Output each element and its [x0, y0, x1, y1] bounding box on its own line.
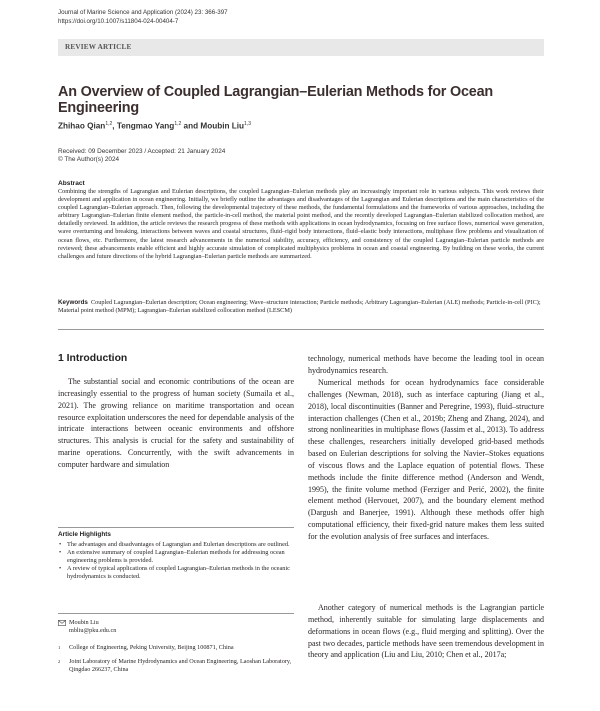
copyright-notice: © The Author(s) 2024 — [58, 156, 120, 163]
correspondence-block — [58, 619, 294, 635]
highlights-title: Article Highlights — [58, 531, 111, 538]
article-type-bar — [58, 39, 544, 56]
author-list — [58, 121, 251, 131]
highlight-item: • The advantages and disadvantages of Lagrangian and Eulerian descriptions are outlined. — [58, 541, 294, 549]
paper-title: An Overview of Coupled Lagrangian–Eulerian Methods for Ocean Engineering — [58, 84, 493, 116]
intro-paragraph-1: The substantial social and economic contributions of the ocean are increasingly essential to the progress of human society (Sumaila et al., 2021). The growing reliance on maritime transportation and ocean resource exploitation underscores the need for dependable analysis of the intricate interactions between oceanic environments and offshore structures. This analysis is crucial for the safety and sustainability of marine operations. Concurrently, with the swift advancements in computer hardware and simulation — [58, 377, 294, 469]
affiliation-number: 2 — [58, 659, 61, 664]
received-accepted-dates: Received: 09 December 2023 / Accepted: 21 January 2024 — [58, 148, 226, 155]
intro-paragraph-2: Numerical methods for ocean hydrodynamics face considerable challenges (Newman, 2018), such as interface capturing (Jiang et al., 2018), local discontinuities (Banner and Peregrine, 1993), fluid–structure interaction challenges (Chen et al., 2019b; Zheng and Zhang, 2024), and strong nonlinearities in multiphase flows (Jassim et al., 2013). To address these challenges, researchers initially developed grid-based methods based on Eulerian descriptions for solving the Navier–Stokes equations of viscous flows and the Laplace equation of potential flows. These methods include the finite difference method (Anderson and Wendt, 1995), the finite volume method (Ferziger and Perić, 2002), the finite element method (Hervouet, 2007), and the boundary element method (Dargush and Banerjee, 1991). Although these methods offer high computational efficiency, their fixed-grid nature makes them less suited for the evolution analysis of free surfaces and interfaces. — [308, 378, 544, 541]
highlights-top-rule — [58, 527, 294, 528]
affiliation-text: Joint Laboratory of Marine Hydrodynamics and Ocean Engineering, Laoshan Laboratory, Qingdao 266237, China — [69, 658, 292, 673]
correspondent-name: Moubin Liu — [69, 619, 99, 626]
highlight-item: • A review of typical applications of coupled Lagrangian–Eulerian methods in the oceanic hydrodynamics is conducted. — [58, 565, 294, 581]
author-name[interactable]: Zhihao Qian — [58, 121, 106, 131]
author-affiliation-marker: 1,2 — [174, 121, 182, 127]
correspondent-email[interactable]: mbliu@pku.edu.cn — [69, 626, 117, 634]
keywords-label: Keywords — [58, 299, 88, 306]
author-name[interactable]: Tengmao Yang — [116, 121, 175, 131]
affiliation-1 — [58, 644, 294, 652]
abstract-text: Combining the strengths of Lagrangian and Eulerian descriptions, the coupled Lagrangian–Eulerian methods play an increasingly important role in various subjects. This work reviews their development and application in ocean engineering. Initially, we briefly outline the advantages and disadvantages of the Lagrangian and Eulerian descriptions and the main characteristics of the coupled Lagrangian–Eulerian approach. Then, following the developmental trajectory of these methods, the fundamental formulations and the frameworks of various approaches, including the arbitrary Lagrangian–Eulerian finite element method, the particle-in-cell method, the material point method, and the recently developed Lagrangian–Eulerian stabilized collocation method, are detailedly reviewed. In addition, the article reviews the research progress of these methods with applications in ocean hydrodynamics, focusing on free surface flows, numerical wave generation, wave overturning and breaking, interactions between waves and coastal structures, fluid–rigid body interactions, fluid–elastic body interactions, multiphase flow problems and visualization of ocean flows, etc. Furthermore, the latest research advancements in the numerical stability, accuracy, efficiency, and consistency of the coupled Lagrangian–Eulerian particle methods are reviewed; these advancements enable efficient and highly accurate simulation of complicated multiphysics problems in ocean and coastal engineering. By building on these works, the current challenges and future directions of the hybrid Lagrangian–Eulerian particle methods are summarized. — [58, 188, 544, 260]
highlight-item: • An extensive summary of coupled Lagrangian–Eulerian methods for addressing ocean engineering problems is provided. — [58, 549, 294, 565]
article-highlights-box — [58, 531, 294, 581]
section-heading-introduction: 1 Introduction — [58, 353, 128, 364]
author-name[interactable]: Moubin Liu — [200, 121, 245, 131]
envelope-icon — [58, 620, 66, 626]
abstract-heading: Abstract — [58, 180, 85, 187]
affiliation-text: College of Engineering, Peking University, Beijing 100871, China — [69, 644, 234, 651]
section-divider — [58, 329, 544, 330]
author-affiliation-marker: 1,3 — [244, 121, 251, 127]
author-separator: , — [112, 121, 117, 131]
footnote-divider — [58, 613, 294, 614]
keywords-block — [58, 299, 544, 315]
intro-paragraph-1-continued: technology, numerical methods have become the leading tool in ocean hydrodynamics research. — [308, 354, 544, 375]
keywords-text: Coupled Lagrangian–Eulerian description; Ocean engineering; Wave–structure interaction; Particle methods; Arbitrary Lagrangian–Eulerian (ALE) methods; Particle-in-cell (PIC); Material point method (MPM); Lagrangian–Eulerian stabilized collocation method (LESCM) — [58, 299, 541, 315]
affiliation-number: 1 — [58, 645, 61, 650]
highlights-list — [58, 541, 294, 581]
intro-paragraph-3: Another category of numerical methods is the Lagrangian particle method, inherently suitable for simulating large displacements and deformations in ocean flows (e.g., fluid merging and splitting). Over the past two decades, particle methods have seen tremendous development in theory and application (Liu and Liu, 2010; Chen et al., 2017a; — [308, 603, 544, 660]
author-affiliation-marker: 1,2 — [105, 121, 113, 127]
author-separator: and — [181, 121, 201, 131]
doi-link[interactable]: https://doi.org/10.1007/s11804-024-00404-7 — [58, 18, 179, 25]
journal-citation: Journal of Marine Science and Application (2024) 23: 366-397 — [58, 9, 228, 16]
affiliation-2 — [58, 658, 294, 674]
article-type-label: REVIEW ARTICLE — [65, 42, 132, 51]
